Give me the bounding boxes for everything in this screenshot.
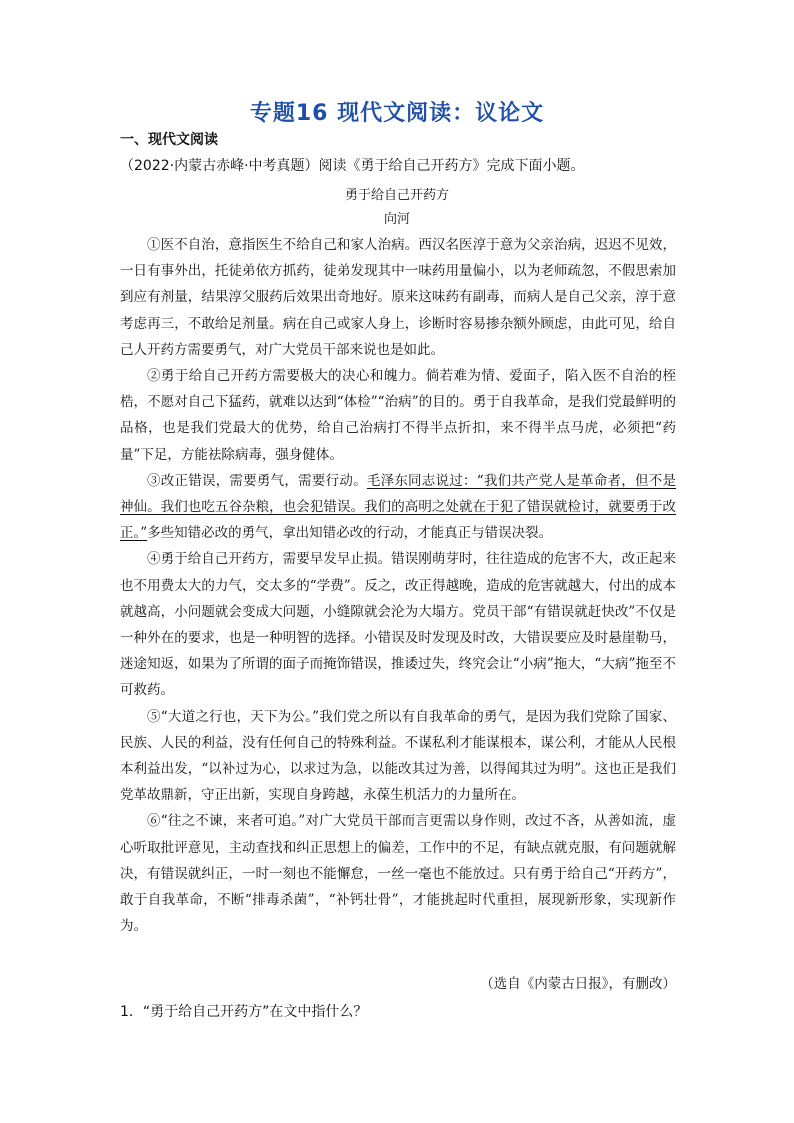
article-body [120, 232, 676, 939]
question-source: （2022·内蒙古赤峰·中考真题）阅读《勇于给自己开药方》完成下面小题。 [120, 158, 585, 174]
paragraph-3 [120, 468, 676, 547]
paragraph-3-tail: 多些知错必改的勇气，拿出知错必改的行动，才能真正与错误决裂。 [147, 525, 553, 542]
paragraph-1: ①医不自治，意指医生不给自己和家人治病。西汉名医淳于意为父亲治病，迟迟不见效，一日有事外出，托徒弟依方抓药，徒弟发现其中一味药用量偏小，以为老师疏忽，不假思索加到应有剂量，结果淳父服药后效果出奇地好。原来这味药有副毒，而病人是自己父亲，淳于意考虑再三，不敢给足剂量。病在自己或家人身上，诊断时容易掺杂额外顾虑，由此可见，给自己人开药方需要勇气，对广大党员干部来说也是如此。 [120, 237, 676, 358]
article-title: 勇于给自己开药方 [344, 188, 449, 203]
paragraph-3-lead: ③改正错误，需要勇气，需要行动。 [147, 472, 367, 489]
article-author: 向河 [383, 212, 410, 227]
article-citation: （选自《内蒙古日报》，有删改） [480, 976, 676, 992]
paragraph-4: ④勇于给自己开药方，需要早发早止损。错误刚萌芽时，往往造成的危害不大，改正起来也不用费太大的力气，交太多的“学费”。反之，改正得越晚，造成的危害就越大，付出的成本就越高，小问题就会变成大问题，小缝隙就会沦为大塌方。党员干部“有错误就赶快改”不仅是一种外在的要求，也是一种明智的选择。小错误及时发现及时改，大错误要应及时悬崖勒马，迷途知返，如果为了所谓的面子而掩饰错误，推诿过失，终究会让“小病”拖大，“大病”拖至不可救药。 [120, 551, 676, 699]
paragraph-2: ②勇于给自己开药方需要极大的决心和魄力。倘若难为情、爱面子，陷入医不自治的桎梏，不愿对自己下猛药，就难以达到“体检”“治病”的目的。勇于自我革命，是我们党最鲜明的品格，也是我们党最大的优势，给自己治病打不得半点折扣，来不得半点马虎，必须把“药量”下足，方能祛除病毒，强身健体。 [120, 368, 676, 463]
paragraph-5: ⑤“大道之行也，天下为公。”我们党之所以有自我革命的勇气，是因为我们党除了国家、民族、人民的利益，没有任何自己的特殊利益。不谋私利才能谋根本，谋公利，才能从人民根本利益出发，“以补过为心，以求过为急，以能改其过为善，以得闻其过为明”。这也正是我们党革故鼎新，守正出新，实现自身跨越，永葆生机活力的力量所在。 [120, 708, 676, 804]
section-heading: 一、现代文阅读 [120, 132, 218, 148]
paragraph-6: ⑥“往之不谏，来者可追。”对广大党员干部而言更需以身作则，改过不吝，从善如流，虚心听取批评意见，主动查找和纠正思想上的偏差，工作中的不足，有缺点就克服，有问题就解决，有错误就纠正，一时一刻也不能懈怠，一丝一毫也不能放过。只有勇于给自己“开药方”，敢于自我革命，不断“排毒杀菌”，“补钙壮骨”，才能挑起时代重担，展现新形象，实现新作为。 [120, 813, 676, 935]
paragraph-3-underlined-quote: 毛泽东同志说过：“我们共产党人是革命者，但不是神仙。我们也吃五谷杂粮，也会犯错误。我们的高明之处就在于犯了错误就检讨，就要勇于改正。” [120, 472, 677, 542]
question-1: 1．“勇于给自己开药方”在文中指什么？ [120, 1004, 368, 1020]
page-title: 专题16 现代文阅读：议论文 [249, 101, 545, 126]
